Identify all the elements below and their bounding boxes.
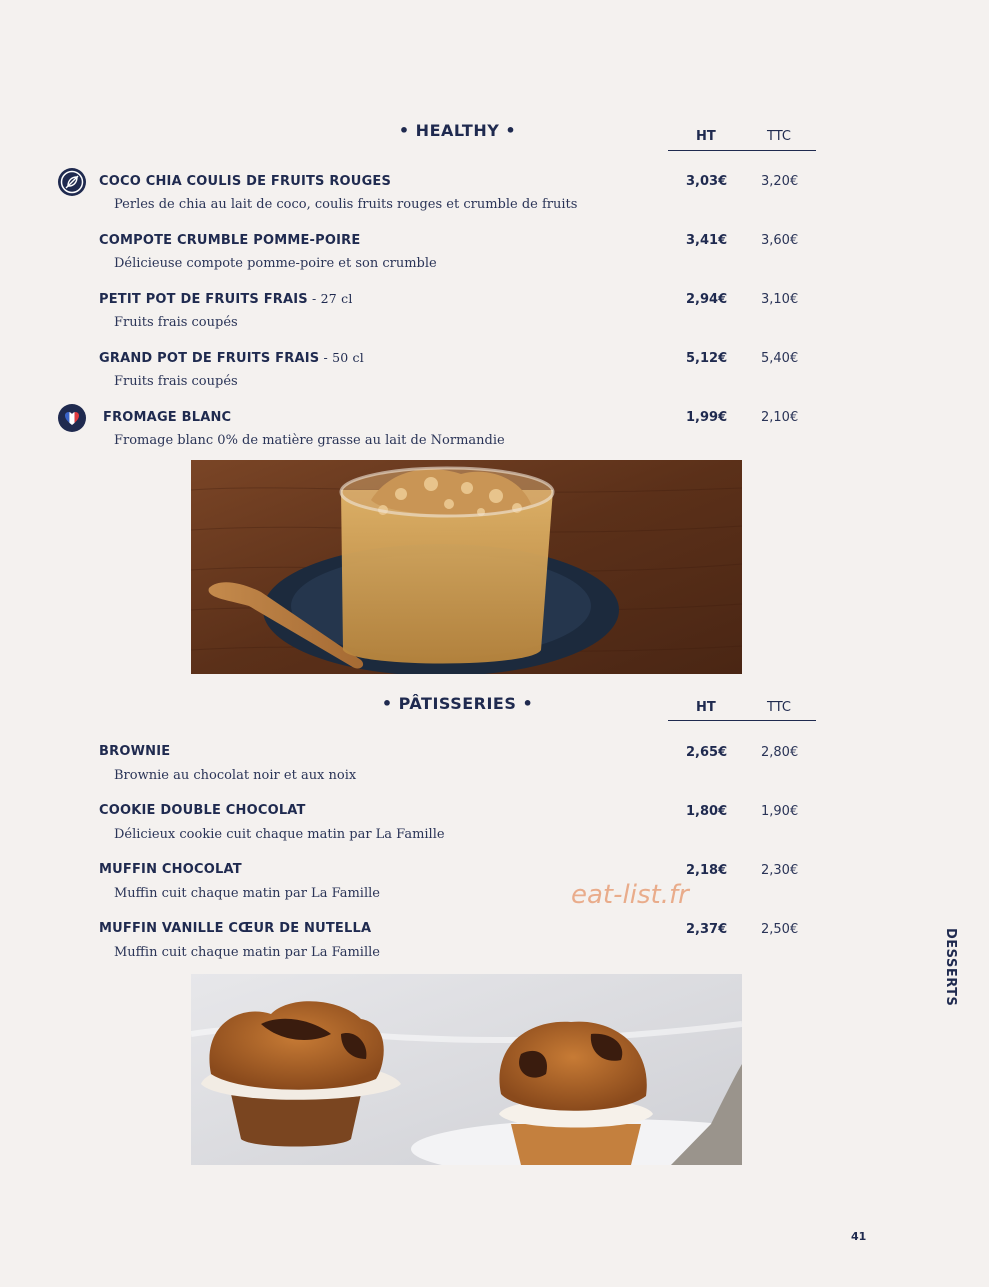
compote-crumble-photo xyxy=(191,460,742,674)
item-description: Délicieuse compote pomme-poire et son crumble xyxy=(114,256,437,271)
vegan-badge-icon xyxy=(58,168,86,196)
french-heart-badge-icon xyxy=(58,404,86,432)
price-ht: 3,41€ xyxy=(686,233,728,248)
section-side-label xyxy=(938,928,964,1008)
item-description: Muffin cuit chaque matin par La Famille xyxy=(114,886,380,901)
item-name: BROWNIE xyxy=(99,744,171,759)
item-name: PETIT POT DE FRUITS FRAIS - 27 cl xyxy=(99,291,353,307)
item-name: MUFFIN VANILLE CŒUR DE NUTELLA xyxy=(99,921,372,936)
price-ht: 1,99€ xyxy=(686,410,728,425)
price-ttc: 5,40€ xyxy=(761,351,799,366)
price-ttc: 3,10€ xyxy=(761,292,799,307)
column-header-ht: HT xyxy=(696,129,716,144)
item-description: Brownie au chocolat noir et aux noix xyxy=(114,768,357,783)
price-ttc: 2,10€ xyxy=(761,410,799,425)
price-ht: 2,94€ xyxy=(686,292,728,307)
price-ht: 5,12€ xyxy=(686,351,728,366)
price-ttc: 2,50€ xyxy=(761,922,799,937)
header-divider xyxy=(668,150,816,151)
price-ht: 1,80€ xyxy=(686,804,728,819)
column-header-ht: HT xyxy=(696,700,716,715)
price-ttc: 3,60€ xyxy=(761,233,799,248)
item-name: COMPOTE CRUMBLE POMME-POIRE xyxy=(99,233,361,248)
item-description: Fruits frais coupés xyxy=(114,315,238,330)
side-label-text: DESSERTS xyxy=(943,928,958,1007)
price-ht: 2,18€ xyxy=(686,863,728,878)
price-ttc: 2,30€ xyxy=(761,863,799,878)
item-name: COCO CHIA COULIS DE FRUITS ROUGES xyxy=(99,174,392,189)
item-name: FROMAGE BLANC xyxy=(103,410,232,425)
price-ttc: 2,80€ xyxy=(761,745,799,760)
item-description: Fruits frais coupés xyxy=(114,374,238,389)
item-description: Perles de chia au lait de coco, coulis fruits rouges et crumble de fruits xyxy=(114,197,578,212)
price-ttc: 1,90€ xyxy=(761,804,799,819)
section-title-patisseries: • PÂTISSERIES • xyxy=(381,694,534,713)
price-ht: 3,03€ xyxy=(686,174,728,189)
watermark: eat-list.fr xyxy=(571,880,689,910)
page-number: 41 xyxy=(851,1230,867,1243)
section-title-healthy: • HEALTHY • xyxy=(398,121,517,140)
item-name: MUFFIN CHOCOLAT xyxy=(99,862,242,877)
item-name: COOKIE DOUBLE CHOCOLAT xyxy=(99,803,306,818)
price-ht: 2,37€ xyxy=(686,922,728,937)
item-description: Muffin cuit chaque matin par La Famille xyxy=(114,945,380,960)
column-header-ttc: TTC xyxy=(767,700,791,715)
item-description: Fromage blanc 0% de matière grasse au lait de Normandie xyxy=(114,433,505,448)
column-header-ttc: TTC xyxy=(767,129,791,144)
price-ht: 2,65€ xyxy=(686,745,728,760)
muffins-photo xyxy=(191,974,742,1165)
item-description: Délicieux cookie cuit chaque matin par La Famille xyxy=(114,827,445,842)
header-divider xyxy=(668,720,816,721)
price-ttc: 3,20€ xyxy=(761,174,799,189)
item-name: GRAND POT DE FRUITS FRAIS - 50 cl xyxy=(99,350,364,366)
